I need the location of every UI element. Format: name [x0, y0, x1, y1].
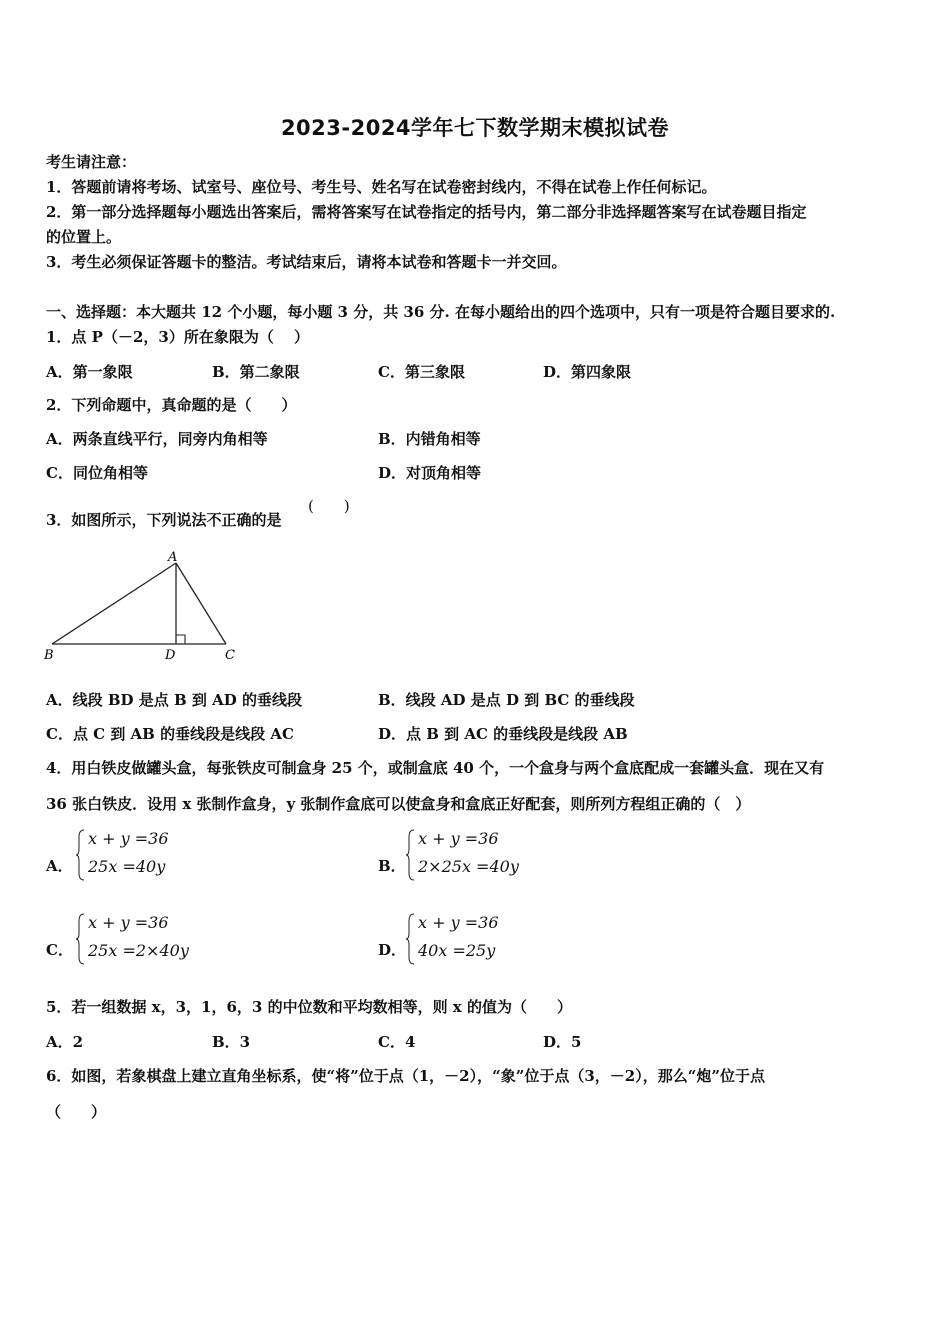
notice-item: 的位置上。: [46, 228, 122, 246]
label-d: D: [165, 648, 176, 663]
brace-icon: [76, 913, 86, 965]
equation: x + y =36: [88, 829, 169, 848]
option-b-label[interactable]: B．: [378, 857, 406, 875]
brace-icon: [406, 829, 416, 881]
answer-paren: ( ): [308, 497, 350, 515]
option-a-label[interactable]: A．: [46, 857, 73, 875]
brace-icon: [406, 913, 416, 965]
equation: x + y =36: [418, 913, 499, 932]
question-stem: 1．点 P（－2，3）所在象限为（ ）: [46, 328, 310, 346]
question-stem: 6．如图，若象棋盘上建立直角坐标系，使“将”位于点（1，－2），“象”位于点（3，－2），那么“炮”位于点: [46, 1067, 765, 1085]
option-d[interactable]: D．5: [543, 1033, 582, 1051]
question-stem: 36 张白铁皮．设用 x 张制作盒身，y 张制作盒底可以使盒身和盒底正好配套，则所列方程组正确的（ ）: [46, 795, 751, 813]
option-d[interactable]: D．点 B 到 AC 的垂线段是线段 AB: [378, 725, 628, 743]
question-stem: 3．如图所示，下列说法不正确的是: [46, 511, 282, 529]
option-a[interactable]: A．2: [46, 1033, 84, 1051]
equation: x + y =36: [88, 913, 169, 932]
option-b[interactable]: B．内错角相等: [378, 430, 481, 448]
equation: x + y =36: [418, 829, 499, 848]
label-a: A: [168, 550, 178, 565]
option-c[interactable]: C．点 C 到 AB 的垂线段是线段 AC: [46, 725, 294, 743]
notice-item: 2．第一部分选择题每小题选出答案后，需将答案写在试卷指定的括号内，第二部分非选择题答案写在试卷题目指定: [46, 203, 807, 221]
label-b: B: [44, 648, 54, 663]
option-b[interactable]: B．第二象限: [212, 363, 300, 381]
notice-item: 3．考生必须保证答题卡的整洁。考试结束后，请将本试卷和答题卡一并交回。: [46, 253, 567, 271]
option-d[interactable]: D．对顶角相等: [378, 464, 482, 482]
label-c: C: [225, 648, 235, 663]
notice-item: 1．答题前请将考场、试室号、座位号、考生号、姓名写在试卷密封线内，不得在试卷上作任何标记。: [46, 178, 717, 196]
option-a[interactable]: A．第一象限: [46, 363, 133, 381]
triangle-figure: [40, 546, 250, 666]
option-a[interactable]: A．线段 BD 是点 B 到 AD 的垂线段: [46, 691, 302, 709]
brace-icon: [76, 829, 86, 881]
notice-heading: 考生请注意：: [46, 153, 137, 171]
option-c-label[interactable]: C．: [46, 941, 73, 959]
question-stem: 2．下列命题中，真命题的是（ ）: [46, 396, 297, 414]
question-stem: （ ）: [46, 1103, 107, 1121]
option-d-label[interactable]: D．: [378, 941, 407, 959]
option-c[interactable]: C．同位角相等: [46, 464, 148, 482]
section-heading: 一、选择题：本大题共 12 个小题，每小题 3 分，共 36 分. 在每小题给出的四个选项中，只有一项是符合题目要求的.: [46, 303, 836, 321]
equation: 40x =25y: [418, 941, 496, 960]
option-b[interactable]: B．线段 AD 是点 D 到 BC 的垂线段: [378, 691, 635, 709]
question-stem: 5．若一组数据 x，3，1，6，3 的中位数和平均数相等，则 x 的值为（ ）: [46, 998, 572, 1016]
page-title: 2023-2024学年七下数学期末模拟试卷: [280, 116, 670, 140]
equation: 25x =2×40y: [88, 941, 189, 960]
option-c[interactable]: C．第三象限: [378, 363, 465, 381]
equation: 2×25x =40y: [418, 857, 519, 876]
equation: 25x =40y: [88, 857, 166, 876]
option-d[interactable]: D．第四象限: [543, 363, 632, 381]
option-a[interactable]: A．两条直线平行，同旁内角相等: [46, 430, 268, 448]
option-b[interactable]: B．3: [212, 1033, 251, 1051]
option-c[interactable]: C．4: [378, 1033, 416, 1051]
question-stem: 4．用白铁皮做罐头盒，每张铁皮可制盒身 25 个，或制盒底 40 个，一个盒身与两个盒底配成一套罐头盒．现在又有: [46, 759, 825, 777]
